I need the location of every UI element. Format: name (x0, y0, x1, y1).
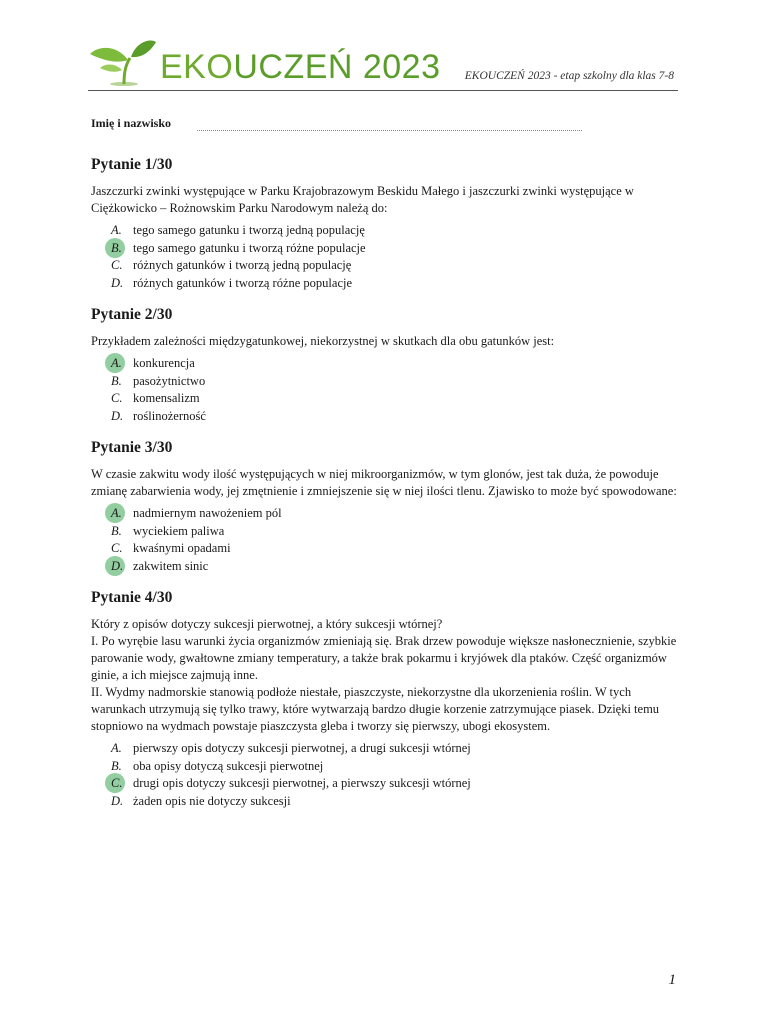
answer-letter (111, 540, 133, 558)
question-text (91, 183, 681, 217)
answer-option[interactable] (91, 523, 681, 541)
answer-option[interactable] (91, 775, 681, 793)
answer-letter-text: C. (111, 258, 123, 272)
answer-text: konkurencja (133, 356, 195, 370)
answer-list (91, 505, 681, 575)
answer-list (91, 740, 681, 810)
question-paragraph: I. Po wyrębie lasu warunki życia organizmów zmieniają się. Brak drzew powoduje większe nasłonecznienie, szybkie parowanie wody, gwałtowne zmiany temperatury, a także brak pokarmu i kryjówek dla ptaków. Część organizmów ginie, a ich miejsce zajmują inne. (91, 634, 677, 682)
answer-letter-text: B. (111, 523, 122, 538)
plant-sprout-icon (88, 38, 158, 86)
answer-text: nadmiernym nawożeniem pól (133, 506, 282, 520)
answer-text: pierwszy opis dotyczy sukcesji pierwotnej, a drugi sukcesji wtórnej (133, 741, 471, 755)
answer-letter (111, 793, 133, 811)
answer-option[interactable] (91, 222, 681, 240)
page-number: 1 (668, 972, 676, 988)
answer-option[interactable] (91, 408, 681, 426)
answer-letter-text: C. (111, 541, 123, 555)
answer-option[interactable] (91, 540, 681, 558)
answer-option[interactable] (91, 793, 681, 811)
header-caption: EKOUCZEŃ 2023 - etap szkolny dla klas 7-8 (464, 70, 674, 82)
answer-list (91, 355, 681, 425)
answer-letter-marked (111, 240, 133, 258)
answer-option[interactable] (91, 373, 681, 391)
answer-letter-text: D. (111, 275, 124, 290)
answer-letter-marked (111, 505, 133, 523)
question-title: Pytanie 4/30 (91, 589, 173, 606)
answer-text: zakwitem sinic (133, 558, 209, 573)
answer-text: tego samego gatunku i tworzą jedną populację (133, 223, 365, 237)
answer-letter-text: B. (111, 240, 122, 255)
answer-letter (111, 390, 133, 408)
answer-letter-marked (111, 355, 133, 373)
ekouczen-logo (88, 36, 441, 86)
answer-letter-text: D. (111, 558, 124, 573)
logo-year-text: UCZEŃ 2023 (233, 48, 441, 86)
answer-option[interactable] (91, 558, 681, 576)
answer-option[interactable] (91, 240, 681, 258)
answer-text: różnych gatunków i tworzą jedną populację (133, 258, 352, 272)
name-label: Imię i nazwisko (91, 116, 172, 130)
name-field-row (91, 116, 591, 131)
answer-option[interactable] (91, 505, 681, 523)
answer-letter (111, 257, 133, 275)
answer-text: roślinożerność (133, 408, 206, 423)
answer-text: różnych gatunków i tworzą różne populacje (133, 275, 353, 290)
answer-text: oba opisy dotyczą sukcesji pierwotnej (133, 758, 324, 773)
question-paragraph: Jaszczurki zwinki występujące w Parku Krajobrazowym Beskidu Małego i jaszczurki zwinki występujące w Ciężkowicko – Rożnowskim Parku Narodowym należą do: (91, 184, 634, 215)
question-title: Pytanie 3/30 (91, 439, 173, 456)
name-input-line[interactable] (197, 120, 582, 131)
question-paragraph: Przykładem zależności międzygatunkowej, niekorzystnej w skutkach dla obu gatunków jest: (91, 334, 555, 348)
answer-letter-text: C. (111, 391, 123, 405)
question-block (91, 439, 681, 575)
answer-letter-text: B. (111, 373, 122, 388)
answer-option[interactable] (91, 758, 681, 776)
answer-option[interactable] (91, 740, 681, 758)
question-title: Pytanie 2/30 (91, 306, 173, 323)
question-text (91, 333, 681, 350)
answer-letter (111, 408, 133, 426)
question-block (91, 156, 681, 292)
question-paragraph: W czasie zakwitu wody ilość występujących w niej mikroorganizmów, w tym glonów, jest tak duża, że powoduje zmianę zabarwienia wody, jej zmętnienie i zmniejszenie się w niej ilości tlenu. Zjawisko to może być spowodowane: (91, 467, 677, 498)
answer-option[interactable] (91, 257, 681, 275)
question-block (91, 589, 681, 810)
answer-letter (111, 523, 133, 541)
answer-option[interactable] (91, 390, 681, 408)
question-title: Pytanie 1/30 (91, 156, 173, 173)
logo-eko-text: EKO (160, 48, 234, 86)
answer-letter-text: B. (111, 758, 122, 773)
answer-letter-text: C. (111, 776, 123, 790)
answer-letter-text: D. (111, 793, 124, 808)
answer-text: tego samego gatunku i tworzą różne populacje (133, 240, 366, 255)
header-divider (88, 90, 678, 91)
answer-letter-marked (111, 775, 133, 793)
answer-letter (111, 222, 133, 240)
logo-wordmark (160, 50, 441, 86)
page-header (88, 36, 678, 92)
answer-letter-text: A. (111, 506, 122, 520)
question-text (91, 616, 681, 735)
answer-option[interactable] (91, 355, 681, 373)
answer-text: kwaśnymi opadami (133, 541, 231, 555)
answer-text: pasożytnictwo (133, 373, 206, 388)
question-text (91, 466, 681, 500)
answer-letter-text: A. (111, 741, 122, 755)
answer-letter (111, 373, 133, 391)
answer-text: wyciekiem paliwa (133, 523, 225, 538)
answer-option[interactable] (91, 275, 681, 293)
answer-letter-text: A. (111, 356, 122, 370)
answer-letter (111, 740, 133, 758)
answer-letter-marked (111, 558, 133, 576)
question-paragraph: Który z opisów dotyczy sukcesji pierwotnej, a który sukcesji wtórnej? (91, 617, 443, 631)
answer-list (91, 222, 681, 292)
answer-letter (111, 275, 133, 293)
questions-container (91, 156, 681, 824)
question-paragraph: II. Wydmy nadmorskie stanowią podłoże niestałe, piaszczyste, niekorzystne dla ukorzenienia roślin. W tych warunkach utrzymują się tylko trawy, które wytwarzają bardzo długie korzenie zatrzymujące piasek. Dzięki temu stopniowo na wydmach powstaje piaszczysta gleba i tworzy się pierwszy, ubogi ekosystem. (91, 685, 660, 733)
answer-text: żaden opis nie dotyczy sukcesji (133, 793, 291, 808)
answer-letter-text: D. (111, 408, 124, 423)
answer-letter-text: A. (111, 223, 122, 237)
answer-text: drugi opis dotyczy sukcesji pierwotnej, a pierwszy sukcesji wtórnej (133, 776, 471, 790)
answer-letter (111, 758, 133, 776)
question-block (91, 306, 681, 425)
answer-text: komensalizm (133, 391, 200, 405)
